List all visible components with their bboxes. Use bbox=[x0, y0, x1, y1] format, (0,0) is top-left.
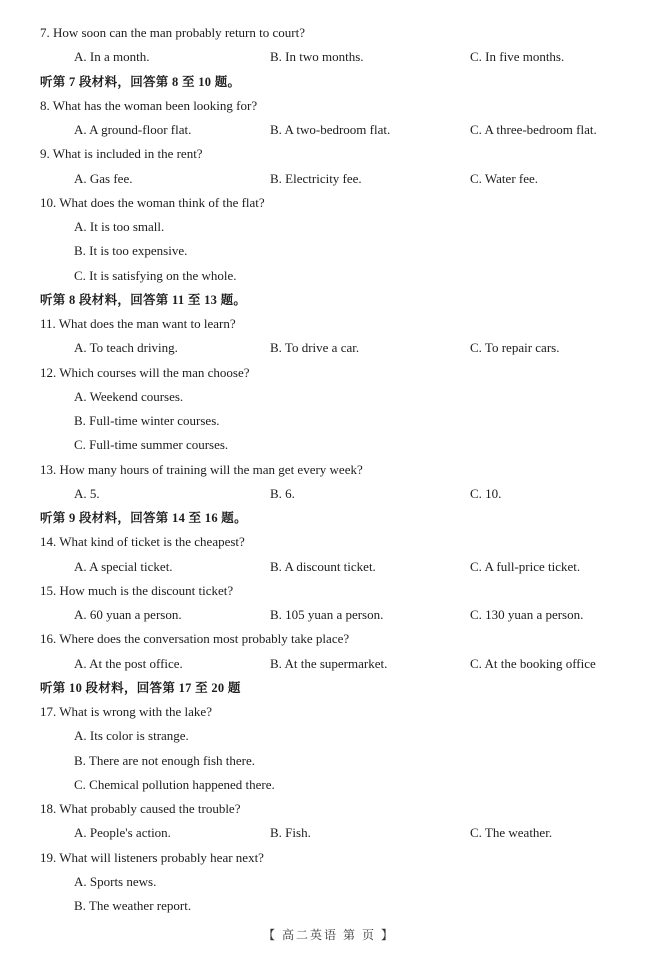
answer-options bbox=[0, 239, 658, 263]
answer-option: A. Gas fee. bbox=[74, 170, 133, 186]
question bbox=[0, 700, 658, 724]
answer-option: A. Its color is strange. bbox=[74, 728, 189, 744]
answer-option: C. To repair cars. bbox=[470, 340, 560, 356]
section-text: 听第 7 段材料，回答第 8 至 10 题。 bbox=[40, 74, 241, 89]
answer-option: A. Sports news. bbox=[74, 873, 157, 889]
question-text: 18. What probably caused the trouble? bbox=[40, 801, 241, 816]
answer-option: B. There are not enough fish there. bbox=[74, 752, 255, 768]
question-text: 16. Where does the conversation most probably take place? bbox=[40, 631, 350, 647]
answer-options bbox=[0, 45, 658, 69]
section-text: 听第 8 段材料，回答第 11 至 13 题。 bbox=[40, 292, 247, 307]
answer-option: A. A ground-floor flat. bbox=[74, 122, 192, 137]
page-footer: 【 高二英语 第 页 】 bbox=[262, 928, 395, 942]
answer-option: C. 10. bbox=[470, 485, 502, 501]
question bbox=[0, 142, 658, 166]
question bbox=[0, 458, 658, 482]
answer-options bbox=[0, 215, 658, 239]
question-text: 9. What is included in the rent? bbox=[40, 146, 203, 162]
answer-options bbox=[0, 870, 658, 894]
question bbox=[0, 94, 658, 118]
question bbox=[0, 361, 658, 385]
answer-option: A. Weekend courses. bbox=[74, 388, 184, 404]
answer-options bbox=[0, 433, 658, 457]
question bbox=[0, 627, 658, 651]
question-text: 11. What does the man want to learn? bbox=[40, 316, 236, 331]
question bbox=[0, 797, 658, 821]
answer-option: B. At the supermarket. bbox=[270, 655, 388, 671]
answer-option: B. The weather report. bbox=[74, 898, 192, 913]
answer-option: C. It is satisfying on the whole. bbox=[74, 267, 237, 283]
section-text: 听第 10 段材料，回答第 17 至 20 题 bbox=[40, 680, 241, 695]
question bbox=[0, 846, 658, 870]
answer-option: C. A three-bedroom flat. bbox=[470, 122, 597, 137]
answer-options bbox=[0, 336, 658, 360]
answer-option: C. Chemical pollution happened there. bbox=[74, 776, 275, 792]
answer-option: C. A full-price ticket. bbox=[470, 558, 581, 574]
section-instruction bbox=[0, 676, 658, 700]
answer-options bbox=[0, 724, 658, 748]
section-instruction bbox=[0, 288, 658, 312]
answer-option: B. Electricity fee. bbox=[270, 170, 362, 186]
answer-options bbox=[0, 118, 658, 142]
section-instruction bbox=[0, 506, 658, 530]
question-text: 8. What has the woman been looking for? bbox=[40, 97, 258, 113]
answer-options bbox=[0, 894, 658, 918]
answer-option: C. Full-time summer courses. bbox=[74, 437, 229, 453]
answer-options bbox=[0, 555, 658, 579]
answer-option: B. It is too expensive. bbox=[74, 243, 188, 259]
question bbox=[0, 579, 658, 603]
answer-options bbox=[0, 773, 658, 797]
question bbox=[0, 312, 658, 336]
answer-option: B. A two-bedroom flat. bbox=[270, 122, 391, 137]
answer-option: A. People's action. bbox=[74, 825, 171, 841]
answer-option: A. 60 yuan a person. bbox=[74, 607, 182, 622]
answer-option: C. The weather. bbox=[470, 825, 553, 841]
answer-option: C. In five months. bbox=[470, 49, 565, 65]
answer-option: C. 130 yuan a person. bbox=[470, 607, 584, 622]
question-text: 7. How soon can the man probably return to court? bbox=[40, 25, 305, 40]
answer-option: B. 105 yuan a person. bbox=[270, 607, 384, 622]
answer-option: B. Fish. bbox=[270, 825, 311, 841]
answer-option: C. Water fee. bbox=[470, 170, 539, 186]
answer-option: B. To drive a car. bbox=[270, 340, 360, 356]
answer-options bbox=[0, 482, 658, 506]
answer-option: A. 5. bbox=[74, 485, 100, 501]
question-text: 13. How many hours of training will the man get every week? bbox=[40, 461, 363, 477]
answer-options bbox=[0, 167, 658, 191]
answer-options bbox=[0, 409, 658, 433]
answer-option: B. 6. bbox=[270, 485, 295, 501]
answer-option: A. It is too small. bbox=[74, 219, 165, 234]
question-text: 10. What does the woman think of the flat? bbox=[40, 194, 265, 210]
answer-options bbox=[0, 264, 658, 288]
answer-options bbox=[0, 652, 658, 676]
answer-option: A. To teach driving. bbox=[74, 340, 178, 356]
question bbox=[0, 530, 658, 554]
section-instruction bbox=[0, 70, 658, 94]
answer-option: B. A discount ticket. bbox=[270, 558, 376, 574]
answer-option: A. At the post office. bbox=[74, 655, 183, 671]
answer-option: A. In a month. bbox=[74, 49, 150, 65]
question-text: 17. What is wrong with the lake? bbox=[40, 704, 212, 719]
answer-option: B. In two months. bbox=[270, 49, 364, 65]
question-text: 12. Which courses will the man choose? bbox=[40, 364, 250, 380]
question-text: 15. How much is the discount ticket? bbox=[40, 582, 234, 598]
question-text: 19. What will listeners probably hear next? bbox=[40, 849, 264, 865]
answer-option: B. Full-time winter courses. bbox=[74, 413, 220, 428]
answer-option: A. A special ticket. bbox=[74, 558, 173, 574]
answer-options bbox=[0, 749, 658, 773]
answer-options bbox=[0, 821, 658, 845]
question bbox=[0, 21, 658, 45]
answer-options bbox=[0, 385, 658, 409]
section-text: 听第 9 段材料，回答第 14 至 16 题。 bbox=[40, 511, 247, 525]
exam-page bbox=[0, 21, 658, 918]
answer-options bbox=[0, 603, 658, 627]
answer-option: C. At the booking office bbox=[470, 655, 596, 671]
question-text: 14. What kind of ticket is the cheapest? bbox=[40, 534, 245, 550]
question bbox=[0, 191, 658, 215]
